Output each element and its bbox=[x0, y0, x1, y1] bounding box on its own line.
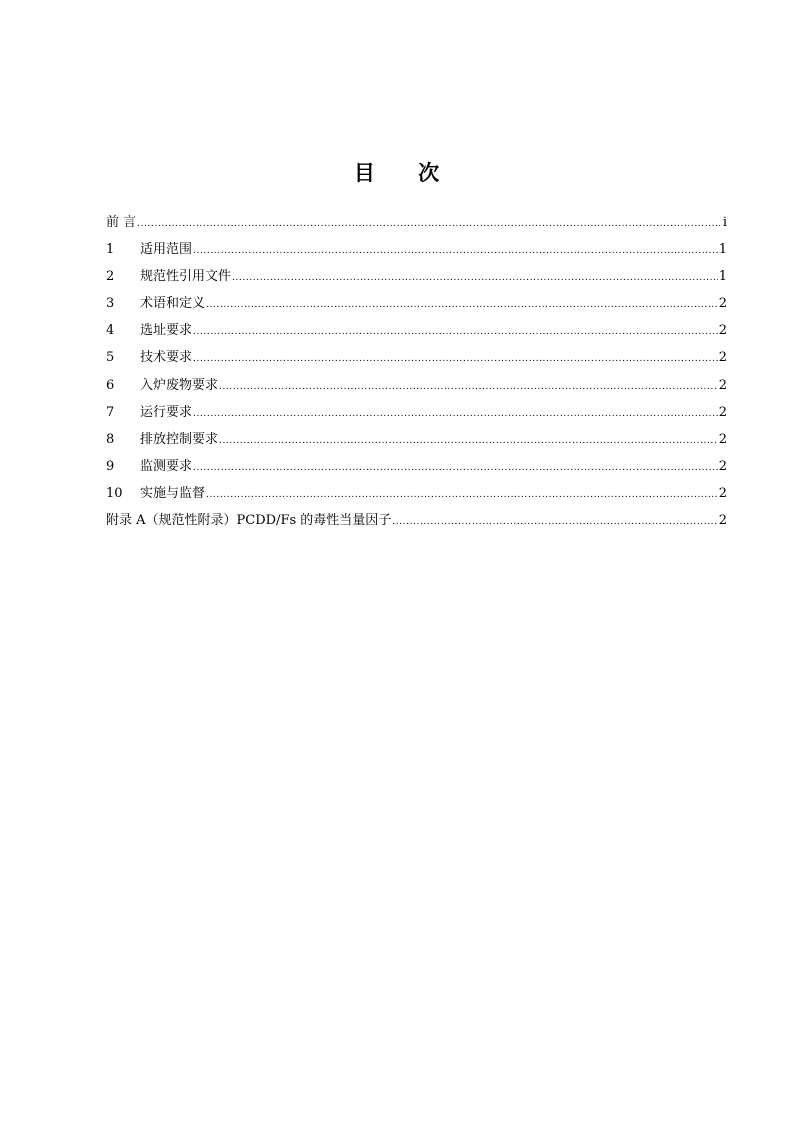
toc-entry-number: 10 bbox=[106, 485, 123, 501]
toc-entry-label: 技术要求 bbox=[140, 350, 193, 366]
toc-entry-label: 附录 A（规范性附录）PCDD/Fs 的毒性当量因子 bbox=[106, 513, 392, 529]
toc-entry-label: 排放控制要求 bbox=[140, 431, 219, 447]
toc-entry-page: 2 bbox=[718, 431, 727, 447]
toc-entry-page: 2 bbox=[718, 296, 727, 312]
toc-leader-dots bbox=[219, 377, 718, 397]
toc-entry-label: 运行要求 bbox=[140, 404, 193, 420]
toc-entry-label: 规范性引用文件 bbox=[140, 269, 232, 285]
toc-entry-3[interactable] bbox=[106, 294, 727, 321]
toc-leader-dots bbox=[392, 512, 717, 532]
toc-leader-dots bbox=[206, 295, 718, 315]
toc-entry-page: 2 bbox=[718, 377, 727, 393]
toc-entry-number: 3 bbox=[106, 296, 115, 312]
toc-entry-6[interactable] bbox=[106, 376, 727, 403]
table-of-contents bbox=[106, 213, 727, 538]
toc-entry-page: 2 bbox=[718, 458, 727, 474]
toc-entry-label: 监测要求 bbox=[140, 458, 193, 474]
toc-entry-number: 4 bbox=[106, 323, 115, 339]
toc-entry-page: 1 bbox=[718, 269, 727, 285]
toc-entry-number: 6 bbox=[106, 377, 115, 393]
toc-leader-dots bbox=[193, 322, 718, 342]
toc-leader-dots bbox=[219, 431, 718, 451]
toc-entry-number: 2 bbox=[106, 269, 115, 285]
toc-entry-number: 5 bbox=[106, 350, 115, 366]
toc-entry-1[interactable] bbox=[106, 240, 727, 267]
toc-entry-page: 2 bbox=[718, 350, 727, 366]
toc-entry-page: 2 bbox=[718, 404, 727, 420]
toc-entry-appendix-a[interactable] bbox=[106, 511, 727, 538]
toc-leader-dots bbox=[206, 485, 718, 505]
toc-leader-dots bbox=[137, 214, 720, 234]
toc-entry-number: 9 bbox=[106, 458, 115, 474]
toc-entry-label: 入炉废物要求 bbox=[140, 377, 219, 393]
toc-entry-page: 2 bbox=[718, 485, 727, 501]
toc-entry-number: 8 bbox=[106, 431, 115, 447]
toc-entry-5[interactable] bbox=[106, 348, 727, 375]
toc-entry-label: 适用范围 bbox=[140, 242, 193, 258]
toc-entry-7[interactable] bbox=[106, 403, 727, 430]
toc-entry-page: 1 bbox=[718, 242, 727, 258]
toc-entry-9[interactable] bbox=[106, 457, 727, 484]
toc-entry-page: 2 bbox=[718, 513, 727, 529]
toc-entry-2[interactable] bbox=[106, 267, 727, 294]
toc-leader-dots bbox=[193, 349, 718, 369]
toc-entry-page: i bbox=[722, 215, 727, 230]
toc-entry-label: 术语和定义 bbox=[140, 296, 206, 312]
toc-entry-10[interactable] bbox=[106, 484, 727, 511]
toc-entry-number: 1 bbox=[106, 242, 115, 258]
toc-leader-dots bbox=[193, 404, 718, 424]
toc-entry-8[interactable] bbox=[106, 430, 727, 457]
page-title: 目 次 bbox=[353, 161, 458, 185]
toc-entry-label: 前 言 bbox=[106, 215, 137, 230]
toc-entry-label: 实施与监督 bbox=[140, 485, 206, 501]
toc-leader-dots bbox=[193, 241, 718, 261]
toc-entry-foreword[interactable] bbox=[106, 213, 727, 240]
toc-entry-number: 7 bbox=[106, 404, 115, 420]
toc-leader-dots bbox=[232, 268, 718, 288]
toc-entry-label: 选址要求 bbox=[140, 323, 193, 339]
toc-entry-page: 2 bbox=[718, 323, 727, 339]
toc-entry-4[interactable] bbox=[106, 321, 727, 348]
toc-leader-dots bbox=[193, 458, 718, 478]
